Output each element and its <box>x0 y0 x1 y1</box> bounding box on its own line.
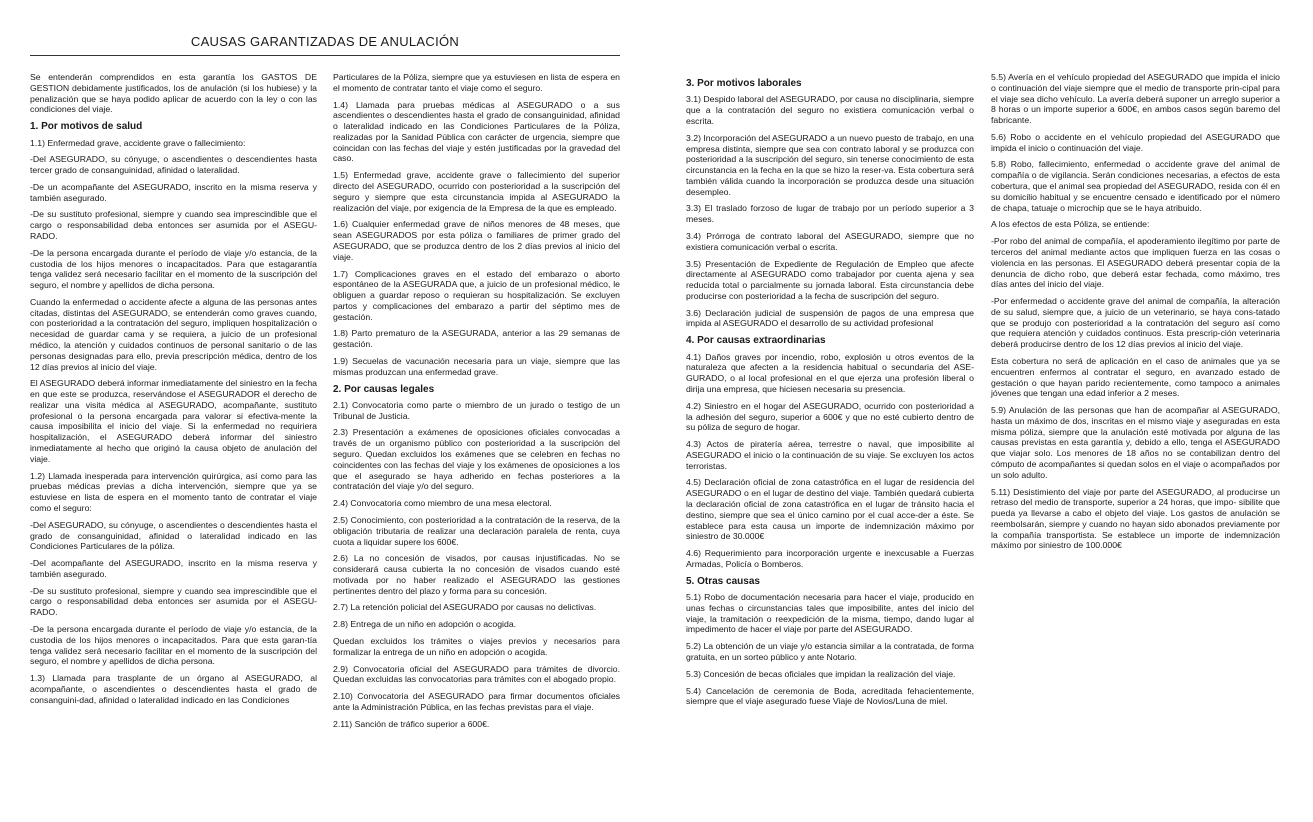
paragraph: 1.5) Enfermedad grave, accidente grave o fallecimiento del superior directo del ASEGURADO, ocurrido con posterioridad a la suscripción del seguro y siempre que esta circunstancia impida al ASEGURADO la realización del viaje, por exigencia de la Empresa de la que es empleado. <box>333 170 620 213</box>
text-column-2 <box>333 72 620 735</box>
section-heading: 1. Por motivos de salud <box>30 121 143 133</box>
paragraph: 1.8) Parto prematuro de la ASEGURADA, anterior a las 29 semanas de gestación. <box>333 328 620 350</box>
paragraph: Quedan excluidos los trámites o viajes previos y necesarios para formalizar la entrega de un niño en adopción o acogida. <box>333 635 620 657</box>
paragraph: 3.2) Incorporación del ASEGURADO a un nuevo puesto de trabajo, en una empresa distinta, siempre que sea con contrato laboral y se produzca con posterioridad a la suscripción del seguro, sin tenerse conocimiento de esta circunstancia en la fecha en la que se hizo la reser-va. Esta cobertura será también válida cuando la incorporación se produzca desde una situación desempleo. <box>686 132 974 197</box>
paragraph: 1.1) Enfermedad grave, accidente grave o fallecimiento: <box>30 137 246 148</box>
paragraph: Particulares de la Póliza, siempre que ya estuviesen en lista de espera en el momento de contratar tanto el viaje como el seguro. <box>333 72 620 93</box>
paragraph: 5.3) Concesión de becas oficiales que impidan la realización del viaje. <box>686 668 956 679</box>
paragraph: -Del ASEGURADO, su cónyuge, o ascendientes o descendientes hasta el grado de consanguinidad, afinidad o lateralidad indicado en las Condiciones Particulares de la póliza. <box>30 519 317 552</box>
paragraph: 1.2) Llamada inesperada para intervención quirúrgica, así como para las pruebas médicas previas a dicha intervención, siempre que ya se estuviese en lista de espera en el momento tanto de contratar el viaje como el seguro: <box>30 470 317 513</box>
paragraph: -De un acompañante del ASEGURADO, inscrito en la misma reserva y también asegurado. <box>30 181 317 203</box>
paragraph: -Del acompañante del ASEGURADO, inscrito en la misma reserva y también asegurado. <box>30 558 317 579</box>
paragraph: 2.4) Convocatoria como miembro de una mesa electoral. <box>333 498 552 509</box>
paragraph: 2.9) Convocatoria oficial del ASEGURADO para trámites de divorcio. Quedan excluidas las convocatorias para trámites con el abogado propio. <box>333 663 620 685</box>
paragraph: 2.10) Convocatoria del ASEGURADO para firmar documentos oficiales ante la Administración Pública, en las fechas previstas para el viaje. <box>333 691 620 712</box>
text-column-1 <box>30 72 317 711</box>
paragraph: 4.2) Siniestro en el hogar del ASEGURADO, ocurrido con posterioridad a la adhesión del seguro, superior a 600€ y que no esté cubierto dentro de su póliza de seguro de hogar. <box>686 400 974 433</box>
paragraph: 1.7) Complicaciones graves en el estado del embarazo o aborto espontáneo de la ASEGURADA que, a juicio de un profesional médico, le obliguen a guardar reposo o requieran su hospitalización. Se excluyen partos y complicaciones del embarazo a partir del séptimo mes de gestación. <box>333 268 620 322</box>
section-heading: 4. Por causas extraordinarias <box>686 335 826 347</box>
paragraph: -Por robo del animal de compañía, el apoderamiento ilegítimo por parte de terceros del animal mediante actos que impliquen fuerza en las cosas o violencia en las personas. El ASEGURADO deberá presentar copia de la denuncia de dicho robo, que deberá estar fechada, como máximo, tres días antes del inicio del viaje. <box>991 236 1280 290</box>
paragraph: 1.4) Llamada para pruebas médicas al ASEGURADO o a sus ascendientes o descendientes hasta el grado de consanguinidad, afinidad o lateralidad indicado en las Condiciones Particulares de la Póliza, realizadas por la Sanidad Pública con carácter de urgencia, siempre que coincidan con las fechas del viaje y estén justificadas por la gravedad del caso. <box>333 99 620 164</box>
paragraph: 5.8) Robo, fallecimiento, enfermedad o accidente grave del animal de compañía o de vigilancia. Serán condiciones necesarias, a efectos de esta cobertura, que el animal sea propiedad del ASEGURADO, resida con él en su domicilio habitual y se encuentre censado e identificado por el número de chapa, tatuaje o microchip que se le haya atribuido. <box>991 159 1280 213</box>
paragraph: 1.6) Cualquier enfermedad grave de niños menores de 48 meses, que sean ASEGURADOS por esta póliza o familiares de primer grado del ASEGURADO, que se produzca dentro de los 2 días previos al inicio del viaje. <box>333 219 620 262</box>
paragraph: 4.1) Daños graves por incendio, robo, explosión u otros eventos de la naturaleza que afecten a la residencia habitual o secundaria del ASE-GURADO, o al local profesional en el que ejerza una profesión liberal o dirija una empresa, que hiciesen necesaria su presencia. <box>686 351 974 394</box>
paragraph: 5.4) Cancelación de ceremonia de Boda, acreditada fehacientemente, siempre que el viaje asegurado fuese Viaje de Novios/Luna de miel. <box>686 685 974 707</box>
paragraph: 2.11) Sanción de tráfico superior a 600€. <box>333 718 490 729</box>
title-divider <box>30 55 620 56</box>
section-heading: 2. Por causas legales <box>333 383 435 395</box>
paragraph: 5.9) Anulación de las personas que han de acompañar al ASEGURADO, hasta un máximo de dos, inscritas en el mismo viaje y aseguradas en esta misma póliza, siempre que la anulación esté motivada por alguna de las causas previstas en esta garantía y, debido a ello, tenga el ASEGURADO que viajar solo. Los menores de 18 años no se contabilizan dentro del cómputo de acompañantes si quedan solos en el viaje o acompañados por un solo adulto. <box>991 405 1280 480</box>
paragraph: 2.1) Convocatoria como parte o miembro de un jurado o testigo de un Tribunal de Justicia. <box>333 399 620 421</box>
paragraph: 2.6) La no concesión de visados, por causas injustificadas. No se considerará causa cubierta la no concesión de visados cuando esté motivada por no haber realizado el ASEGURADO las gestiones pertinentes dentro del plazo y forma para su concesión. <box>333 553 620 596</box>
paragraph: 4.5) Declaración oficial de zona catastrófica en el lugar de residencia del ASEGURADO o en el lugar de destino del viaje. También quedará cubierta la declaración oficial de zona catastrófica en el lugar de tránsito hacia el destino, siempre que sea el único camino por el cual acce-der a éste. Se establece para esta causa un importe de indemnización máximo por siniestro de 30.000€ <box>686 477 974 542</box>
paragraph: 3.6) Declaración judicial de suspensión de pagos de una empresa que impida al ASEGURADO el desarrollo de su actividad profesional <box>686 307 974 329</box>
paragraph: Se entenderán comprendidos en esta garantía los GASTOS DE GESTION debidamente justificados, los de anulación (si los hubiese) y la penalización que se haya podido aplicar de acuerdo con la ley o con las condiciones del viaje. <box>30 72 317 115</box>
paragraph: 3.1) Despido laboral del ASEGURADO, por causa no disciplinaria, siempre que a la contratación del seguro no existiera comunicación verbal o escrita. <box>686 94 974 126</box>
paragraph: 2.8) Entrega de un niño en adopción o acogida. <box>333 619 517 630</box>
document-title: CAUSAS GARANTIZADAS DE ANULACIÓN <box>190 34 460 49</box>
paragraph: 5.1) Robo de documentación necesaria para hacer el viaje, producido en unas fechas o circunstancias tales que imposibilite, antes del inicio del viaje, la tramitación o reexpedición de la misma, tiempo, dando lugar al impedimento de hacer el viaje por parte del ASEGURADO. <box>686 592 974 635</box>
paragraph: 5.11) Desistimiento del viaje por parte del ASEGURADO, al producirse un retraso del medio de transporte, superior a 24 horas, que impo- sibilite que pueda ya llevarse a cabo el objeto del viaje. Los gastos de anulación se reembolsarán, siempre y cuando no hayan sido abonados previamente por la compañía transportista. Se establece un importe de indemnización máximo por siniestro de 100.000€ <box>991 486 1280 551</box>
paragraph: 2.7) La retención policial del ASEGURADO por causas no delictivas. <box>333 602 597 613</box>
section-heading: 3. Por motivos laborales <box>686 78 802 89</box>
paragraph: -De la persona encargada durante el período de viaje y/o estancia, de la custodia de los hijos menores o incapacitados. Para que estagarantía tenga validez será necesario facilitar en el momento de la suscripción del seguro, el nombre y apellidos de dicha persona. <box>30 247 317 291</box>
paragraph: -De su sustituto profesional, siempre y cuando sea imprescindible que el cargo o responsabilidad deba entonces ser asumida por el ASEGU-RADO. <box>30 209 317 241</box>
paragraph: 4.6) Requerimiento para incorporación urgente e inexcusable a Fuerzas Armadas, Policía o Bomberos. <box>686 548 974 569</box>
paragraph: El ASEGURADO deberá informar inmediatamente del siniestro en la fecha en que este se produzca, reservándose el ASEGURADOR el derecho de realizar una visita médica al ASEGURADO, acompañante, sustituto profesional o la persona encargada para valorar si efectiva-mente la causa imposibilita el inicio del viaje. Si la enfermedad no requiriera hospitalización, el ASEGURADO deberá informar del siniestro inmediatamente al hecho que originó la causa objeto de anulación del viaje. <box>30 378 317 464</box>
paragraph: -Por enfermedad o accidente grave del animal de compañía, la alteración de su salud, siempre que, a juicio de un veterinario, se haya cons-tatado que se produjo con posterioridad a la contratación del seguro así como que requiera atención y cuidados continuos. Esta prescrip-ción veterinaria deberá producirse dentro de los 12 días previos al inicio del viaje. <box>991 296 1280 350</box>
paragraph: A los efectos de esta Póliza, se entiende: <box>991 219 1150 230</box>
paragraph: Esta cobertura no será de aplicación en el caso de animales que ya se encuentren enfermos al contratar el seguro, en avanzado estado de gestación o que hayan parido recientemente, como tampoco a animales jóvenes que tengan una edad inferior a 2 meses. <box>991 355 1280 399</box>
paragraph: 1.9) Secuelas de vacunación necesaria para un viaje, siempre que las mismas produzcan una enfermedad grave. <box>333 355 620 377</box>
paragraph: 5.2) La obtención de un viaje y/o estancia similar a la contratada, de forma gratuita, en un sorteo público y ante Notario. <box>686 641 974 662</box>
paragraph: -De su sustituto profesional, siempre y cuando sea imprescindible que el cargo o responsabilidad deba entonces ser asumida por el ASEGU-RADO. <box>30 585 317 618</box>
paragraph: 3.3) El traslado forzoso de lugar de trabajo por un período superior a 3 meses. <box>686 203 974 225</box>
paragraph: -De la persona encargada durante el período de viaje y/o estancia, de la custodia de los hijos menores o incapacitados. Para que esta garan-tía tenga validez será necesario facilitar en el momento de la suscripción del seguro, el nombre y apellidos de dicha persona. <box>30 623 317 667</box>
paragraph: 5.6) Robo o accidente en el vehículo propiedad del ASEGURADO que impida el inicio o continuación del viaje. <box>991 131 1280 153</box>
paragraph: Cuando la enfermedad o accidente afecte a alguna de las personas antes citadas, distintas del ASEGURADO, se entenderán como graves cuando, con posterioridad a la contratación del seguro, impliquen hospitalización o necesidad de guardar cama y se requiera, a juicio de un profesional médico, la atención y cuidados continuos de personal sanitario o de las personas designadas para ello, previa prescripción médica, dentro de los 12 días previos al inicio del viaje. <box>30 296 317 372</box>
paragraph: 1.3) Llamada para trasplante de un órgano al ASEGURADO, al acompañante, o ascendientes o descendientes hasta el grado de consanguini-dad, afinidad o lateralidad indicado en las Condiciones <box>30 673 317 705</box>
paragraph: 3.5) Presentación de Expediente de Regulación de Empleo que afecte directamente al ASEGURADO como trabajador por cuenta ajena y sea reducida total o parcialmente su jornada laboral. Esta circunstancia debe producirse con posterioridad a la fecha de suscripción del seguro. <box>686 258 974 301</box>
text-column-3 <box>686 72 974 713</box>
paragraph: 2.5) Conocimiento, con posterioridad a la contratación de la reserva, de la obligación tributaria de realizar una declaración paralela de renta, cuya cuota a liquidar supere los 600€. <box>333 514 620 547</box>
paragraph: 5.5) Avería en el vehículo propiedad del ASEGURADO que impida el inicio o continuación del viaje siempre que el medio de transporte prin-cipal para el viaje sea dicho vehículo. La avería deberá suponer un arreglo superior a 8 horas o un importe superior a 600€, en ambos casos según baremo del fabricante. <box>991 72 1280 126</box>
paragraph: -Del ASEGURADO, su cónyuge, o ascendientes o descendientes hasta tercer grado de consanguinidad, afinidad o lateralidad. <box>30 154 317 176</box>
section-heading: 5. Otras causas <box>686 575 760 587</box>
paragraph: 4.3) Actos de piratería aérea, terrestre o naval, que imposibilite al ASEGURADO el inicio o la continuación de su viaje. Se excluyen los actos terroristas. <box>686 439 974 471</box>
paragraph: 2.3) Presentación a exámenes de oposiciones oficiales convocadas a través de un organismo público con posterioridad a la suscripción del seguro. Quedan excluidos los exámenes que se celebren en fechas no coincidentes con las fechas del viaje y los exámenes de oposiciones a los que el asegurado se haya adherido en fechas posteriores a la contratación del viaje y/o del seguro. <box>333 427 620 492</box>
paragraph: 3.4) Prórroga de contrato laboral del ASEGURADO, siempre que no existiera comunicación verbal o escrita. <box>686 230 974 252</box>
text-column-4 <box>991 72 1280 557</box>
